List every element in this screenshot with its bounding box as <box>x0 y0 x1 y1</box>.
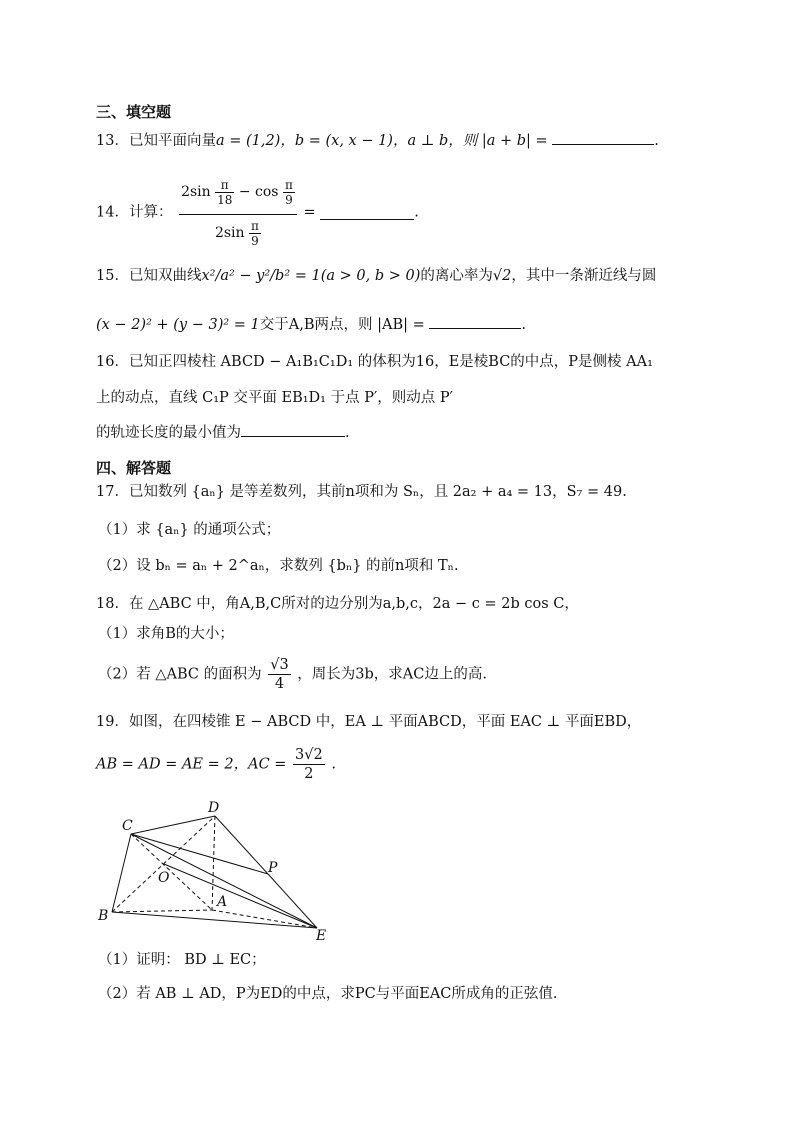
q14-num-9: 9 <box>285 192 293 207</box>
question-13 <box>96 130 659 151</box>
q17-part-2: （2）设 bₙ = aₙ + 2^aₙ，求数列 {bₙ} 的前n项和 Tₙ. <box>98 558 459 574</box>
pyramid-figure <box>90 794 340 944</box>
q18-area-den: 4 <box>274 676 285 692</box>
q19-line2-post: . <box>331 756 336 773</box>
label-O: O <box>158 870 170 886</box>
edge-CB <box>112 834 131 912</box>
q13-end: . <box>654 133 659 149</box>
q15-suffix: ，其中一条渐近线与圆 <box>511 268 657 284</box>
section-title-fill-blank: 三、填空题 <box>96 103 172 121</box>
q15-mid: 的离心率为 <box>420 268 493 284</box>
q14-num-pi2: π <box>284 177 293 192</box>
q16-end: . <box>345 425 350 441</box>
question-16-line-3 <box>96 422 350 443</box>
edge-BA <box>112 910 212 912</box>
q16-line3: 的轨迹长度的最小值为 <box>96 425 241 441</box>
q19-line2-pre: AB = AD = AE = 2，AC = <box>96 756 287 773</box>
q14-equals: = <box>303 204 316 221</box>
edge-DP <box>215 816 268 874</box>
q18-p2-pre: （2）若 △ABC 的面积为 <box>98 666 262 683</box>
q18-p2-post: ，周长为3b，求AC边上的高. <box>297 666 487 683</box>
edge-AE <box>212 910 317 928</box>
q14-num-cos: − cos <box>238 184 279 200</box>
q15-circle-equation: (x − 2)² + (y − 3)² = 1 <box>96 317 260 333</box>
q14-prefix: 14．计算： <box>96 204 173 221</box>
edge-CD <box>131 816 215 834</box>
q15-answer-blank[interactable] <box>429 314 521 329</box>
q15-line2: 交于A,B两点，则 |AB| = <box>259 317 425 333</box>
question-16-line-2: 上的动点，直线 C₁P 交平面 EB₁D₁ 于点 P′，则动点 P′ <box>96 390 453 406</box>
edge-BE <box>112 912 317 928</box>
question-19-line-1: 19．如图，在四棱锥 E − ABCD 中，EA ⊥ 平面ABCD，平面 EAC ⊥ 平面EBD， <box>96 714 642 730</box>
q16-answer-blank[interactable] <box>241 422 345 437</box>
q19-part-1: （1）证明： BD ⊥ EC； <box>98 952 266 968</box>
q15-end: . <box>521 317 527 333</box>
edge-PE <box>268 874 317 928</box>
q13-expression: a = (1,2)，b = (x, x − 1)，a ⊥ b，则 |a + b| = <box>215 133 548 149</box>
q14-num-frac1 <box>215 178 234 207</box>
q15-hyperbola-equation: x²/a² − y²/b² = 1(a > 0, b > 0) <box>201 268 421 284</box>
question-19-line-2 <box>96 746 336 783</box>
q15-prefix: 15．已知双曲线 <box>96 268 202 284</box>
q14-denominator <box>179 215 297 251</box>
section-title-solve: 四、解答题 <box>96 459 172 477</box>
q14-num-pi1: π <box>215 178 234 193</box>
q14-den-sin: 2sin <box>214 225 245 241</box>
question-15-line-2 <box>96 314 526 335</box>
label-C: C <box>122 818 133 834</box>
q17-part-1: （1）求 {aₙ} 的通项公式； <box>98 522 281 538</box>
q14-num-frac2 <box>283 178 295 207</box>
q13-answer-blank[interactable] <box>552 130 654 145</box>
label-A: A <box>217 894 228 910</box>
q19-ac-fraction <box>293 746 325 783</box>
q14-den-9: 9 <box>251 233 259 248</box>
question-14 <box>96 174 419 251</box>
q19-ac-num: 3√2 <box>295 747 323 763</box>
q19-part-2: （2）若 AB ⊥ AD，P为ED的中点，求PC与平面EAC所成角的正弦值. <box>98 986 558 1002</box>
q14-fraction <box>179 174 297 251</box>
q18-part-2 <box>98 656 487 693</box>
q14-numerator <box>179 174 297 215</box>
q14-den-pi: π <box>251 218 259 233</box>
q15-sqrt2: √2 <box>492 268 512 284</box>
q19-ac-den: 2 <box>304 766 314 782</box>
q14-num-sin: 2sin <box>181 184 211 200</box>
segment-CP <box>131 834 268 874</box>
question-17: 17．已知数列 {aₙ} 是等差数列，其前n项和为 Sₙ，且 2a₂ + a₄ = 13，S₇ = 49. <box>96 484 627 500</box>
question-16-line-1: 16．已知正四棱柱 ABCD − A₁B₁C₁D₁ 的体积为16，E是棱BC的中点，P是侧棱 AA₁ <box>96 354 653 370</box>
q14-answer-blank[interactable] <box>320 205 414 220</box>
q13-prefix: 13．已知平面向量 <box>96 133 216 149</box>
label-E: E <box>316 928 327 944</box>
q18-area-fraction <box>268 656 290 693</box>
q14-den-frac <box>249 219 261 248</box>
question-15-line-1 <box>96 266 656 286</box>
label-B: B <box>98 908 109 924</box>
q14-end: . <box>414 204 419 221</box>
edge-DA <box>212 816 215 910</box>
q18-area-num: √3 <box>270 657 289 673</box>
label-P: P <box>268 860 278 876</box>
label-D: D <box>208 800 220 816</box>
segment-OE <box>164 864 317 928</box>
question-18: 18．在 △ABC 中，角A,B,C所对的边分别为a,b,c，2a − c = 2b cos C， <box>96 596 579 612</box>
q14-num-18: 18 <box>217 192 233 207</box>
q18-part-1: （1）求角B的大小； <box>98 626 234 642</box>
